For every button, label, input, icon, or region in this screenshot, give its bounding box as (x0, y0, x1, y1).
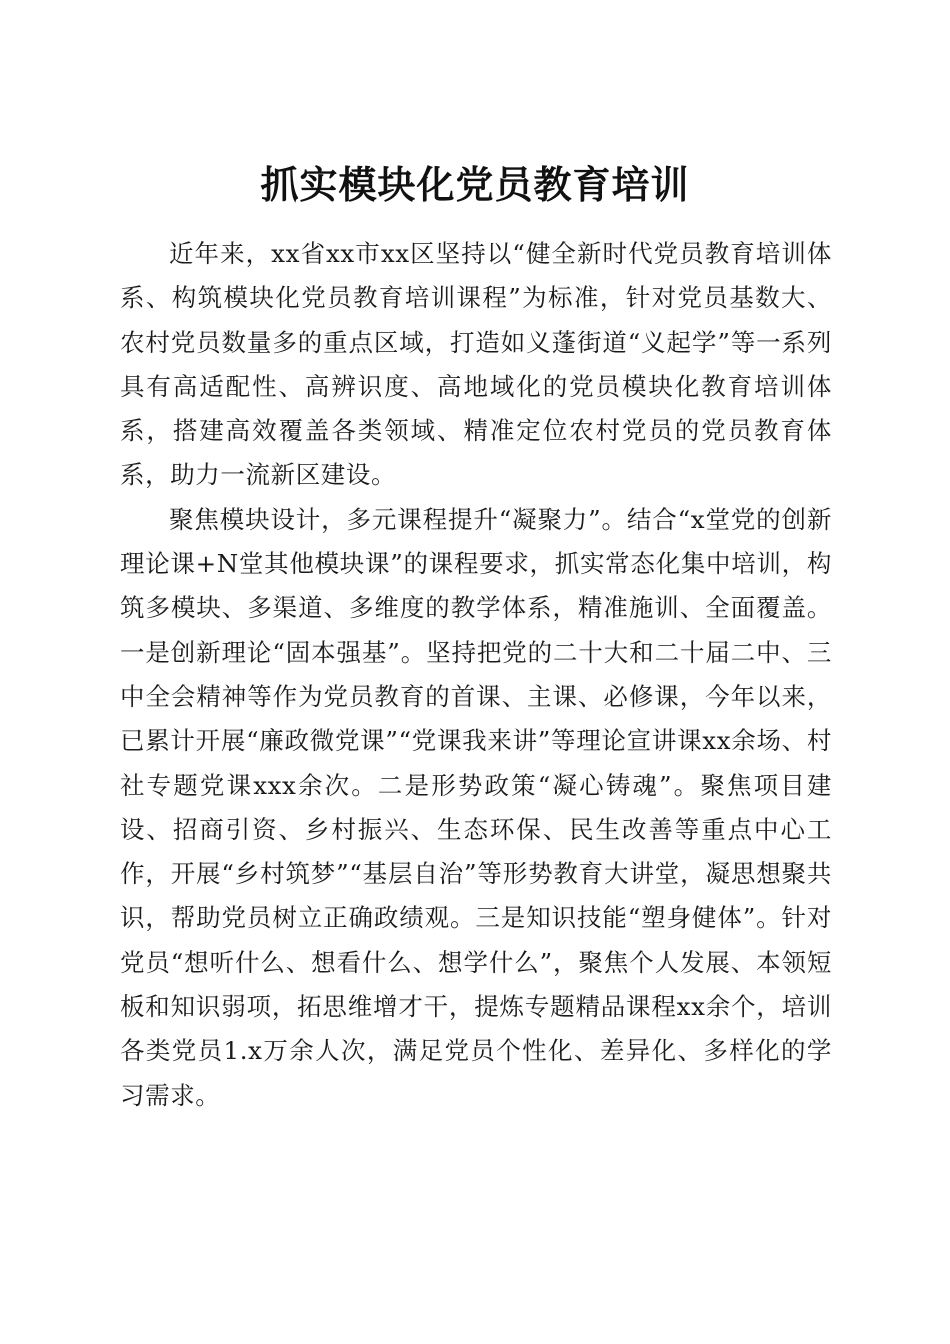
paragraph-module-design: 聚焦模块设计，多元课程提升“凝聚力”。结合“x堂党的创新理论课+N堂其他模块课”的课程要求，抓实常态化集中培训，构筑多模块、多渠道、多维度的教学体系，精准施训、全面覆盖。一是创新理论“固本强基”。坚持把党的二十大和二十届二中、三中全会精神等作为党员教育的首课、主课、必修课，今年以来，已累计开展“廉政微党课”“党课我来讲”等理论宣讲课xx余场、村社专题党课xxx余次。二是形势政策“凝心铸魂”。聚焦项目建设、招商引资、乡村振兴、生态环保、民生改善等重点中心工作，开展“乡村筑梦”“基层自治”等形势教育大讲堂，凝思想聚共识，帮助党员树立正确政绩观。三是知识技能“塑身健体”。针对党员“想听什么、想看什么、想学什么”，聚焦个人发展、本领短板和知识弱项，拓思维增才干，提炼专题精品课程xx余个，培训各类党员1.x万余人次，满足党员个性化、差异化、多样化的学习需求。 (120, 504, 832, 1110)
paragraph-intro: 近年来，xx省xx市xx区坚持以“健全新时代党员教育培训体系、构筑模块化党员教育培训课程”为标准，针对党员基数大、农村党员数量多的重点区域，打造如义蓬街道“义起学”等一系列具有高适配性、高辨识度、高地域化的党员模块化教育培训体系，搭建高效覆盖各类领域、精准定位农村党员的党员教育体系，助力一流新区建设。 (120, 239, 832, 490)
document-body (120, 232, 832, 1118)
document-title: 抓实模块化党员教育培训 (260, 162, 690, 208)
